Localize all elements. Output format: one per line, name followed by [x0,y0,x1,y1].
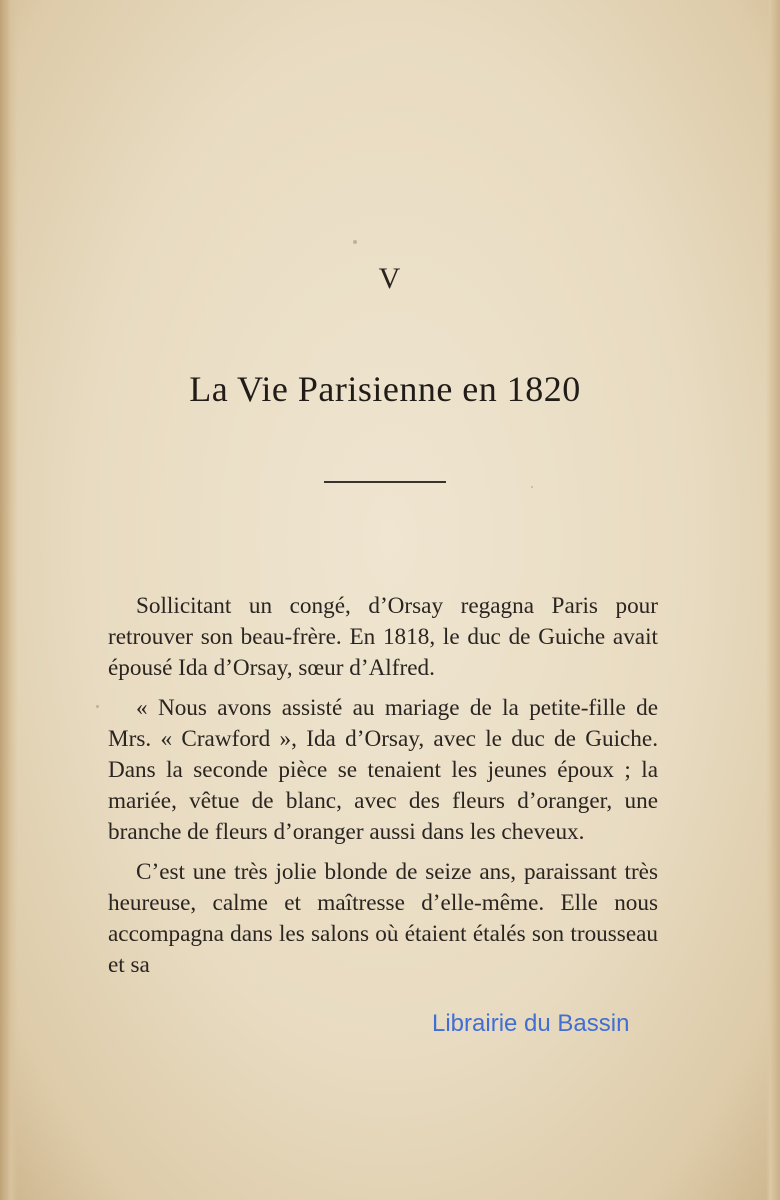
paragraph: Sollicitant un congé, d’Orsay regagna Paris pour retrouver son beau-frère. En 1818, le duc de Guiche avait épousé Ida d’Orsay, sœur d’Alfred. [108,593,658,681]
paper-speck [353,240,357,244]
chapter-title: La Vie Parisienne en 1820 [189,369,581,409]
title-divider [324,481,446,483]
paper-speck [96,705,99,708]
page-left-edge [0,0,18,1200]
body-text [108,591,658,990]
paper-speck [531,486,533,488]
chapter-number: V [378,262,402,295]
page-right-edge [766,0,780,1200]
watermark: Librairie du Bassin [432,1010,630,1037]
paragraph: « Nous avons assisté au mariage de la petite-fille de Mrs. « Crawford », Ida d’Orsay, avec le duc de Guiche. Dans la seconde pièce se tenaient les jeunes époux ; la mariée, vêtue de blanc, avec des fleurs d’oranger, une branche de fleurs d’oranger aussi dans les cheveux. [108,695,658,845]
paragraph: C’est une très jolie blonde de seize ans, paraissant très heureuse, calme et maîtresse d’elle-même. Elle nous accompagna dans les salons où étaient étalés son trousseau et sa [108,859,658,978]
